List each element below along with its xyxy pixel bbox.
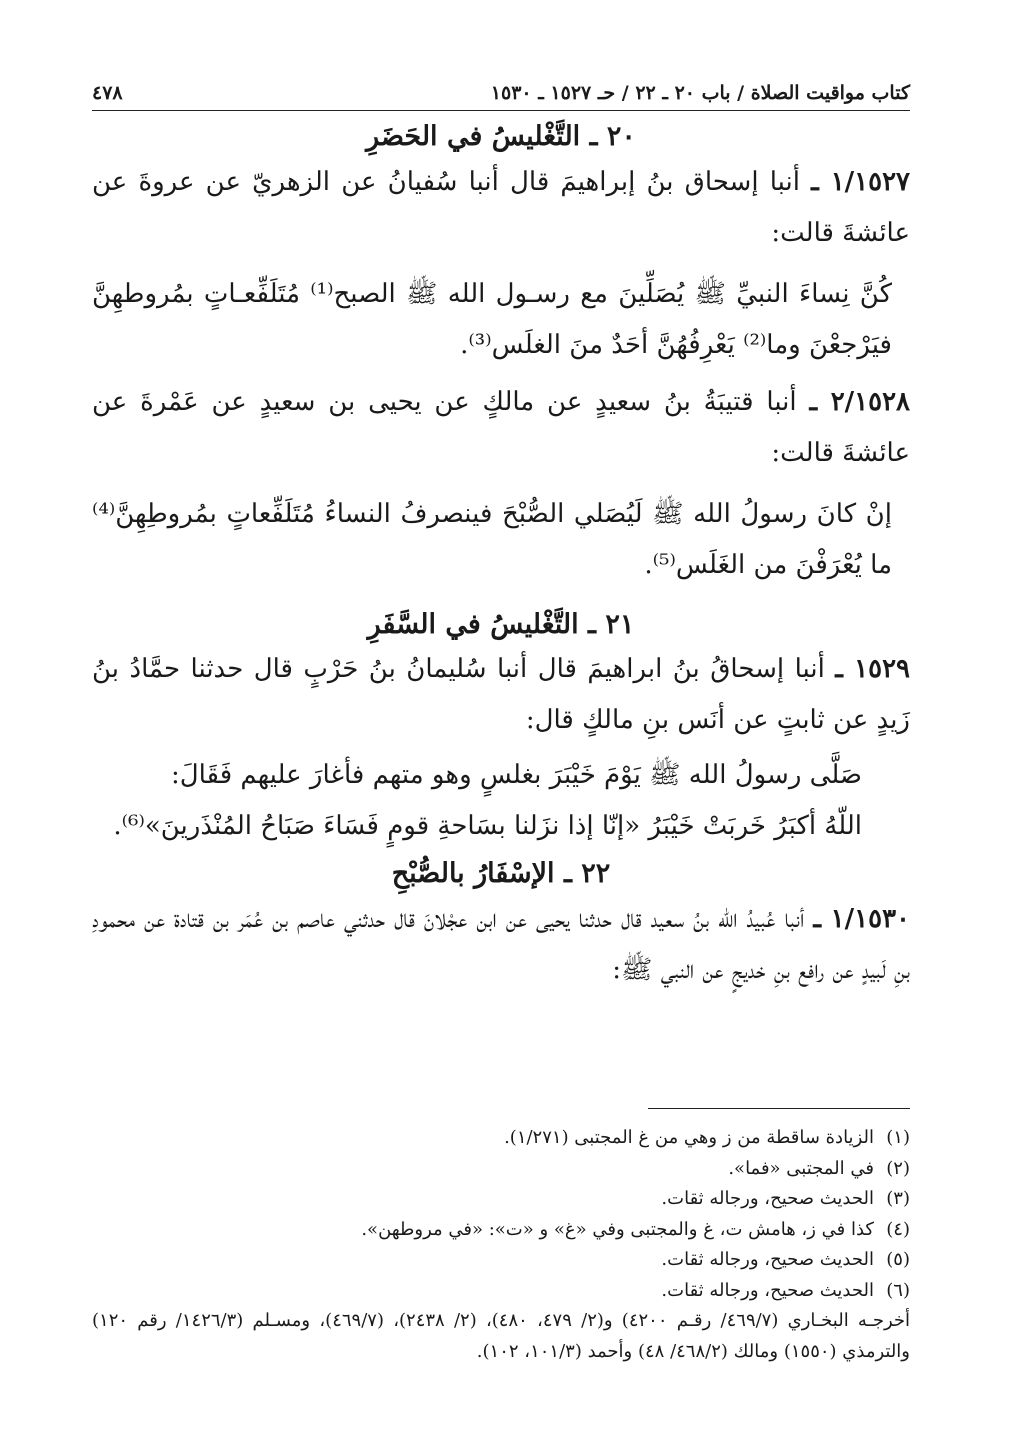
section-title-21: ٢١ ـ التَّغْليسُ في السَّفَرِ xyxy=(367,609,635,641)
section-title-22: ٢٢ ـ الإسْفَارُ بالصُّبْحِ xyxy=(391,857,611,889)
hadith-1529-matn-line-2: اللّهُ أكبَرُ خَربَتْ خَيْبَرُ «إنّا إذا نزَلنا بسَاحةِ قومٍ فَسَاءَ صَبَاحُ المُنْذَرينَ»⁽⁶⁾. xyxy=(113,810,862,841)
hadith-1527 xyxy=(92,157,910,259)
running-head xyxy=(92,82,910,111)
footnote-number: (٦) xyxy=(886,1279,910,1301)
footnote-text: الحديث صحيح، ورجاله ثقات. xyxy=(661,1279,874,1301)
footnote-number: (٣) xyxy=(886,1188,910,1209)
hadith-1527-matn: كُنَّ نِساءَ النبيِّ ﷺ يُصَلِّينَ مع رسـول الله ﷺ الصبح⁽¹⁾ مُتَلَفِّعـاتٍ بمُروطهِنَّ فيَرْجعْنَ وما⁽²⁾ يَعْرِفُهُنَّ أحَدٌ منَ الغلَس⁽³⁾. xyxy=(92,279,892,361)
hadith-number: ١/١٥٢٧ ـ xyxy=(811,167,911,198)
hadith-number: ١٥٢٩ ـ xyxy=(835,653,911,684)
hadith-isnad: أنبا إسحاقُ بنُ ابراهيمَ قال أنبا سُليمانُ بنُ حَرْبٍ قال حدثنا حمَّادُ بنُ زَيدٍ عن ثابتٍ عن أنَس بنِ مالكٍ قال: xyxy=(92,653,910,735)
hadith-1529-matn-line-1: صَلَّى رسولُ الله ﷺ يَوْمَ خَيْبَرَ بغلسٍ وهو متهم فأغارَ عليهم فَقَالَ: xyxy=(170,759,862,790)
hadith-isnad: أنبا قتيبَةُ بنُ سعيدٍ عن مالكٍ عن يحيى بن سعيدٍ عن عَمْرةَ عن عائشةَ قالت: xyxy=(92,387,910,469)
footnote-3 xyxy=(92,1184,910,1215)
footnote-6-continuation: أخرجـه البخـاري (٤٦٩/٧/ رقـم ٤٢٠٠) و(٢/ ٤٧٩، ٤٨٠)، (٢/ ٢٤٣٨)، (٤٦٩/٧)، ومسـلم (١٤٢٦/٣/ رقم ١٢٠) والترمذي (١٥٥٠) ومالك (٤٦٨/٢/ ٤٨) وأحمد (١٠١/٣، ١٠٢). xyxy=(92,1310,911,1362)
footnotes xyxy=(92,1108,910,1367)
hadith-isnad: أنبا إسحاق بنُ إبراهيمَ قال أنبا سُفيانُ عن الزهريّ عن عروةَ عن عائشةَ قالت: xyxy=(92,167,910,249)
footnote-number: (٤) xyxy=(886,1218,910,1240)
footnote-number: (٢) xyxy=(886,1157,910,1179)
hadith-isnad: أنبا عُبيدُ الله بنُ سعيد قال حدثنا يحيى عن ابن عجْلانَ قال حدثني عاصم بن عُمَر بن قتادة عن محمودِ بنِ لَبيدٍ عن رافع بنِ خديجٍ عن النبي ﷺ: xyxy=(92,904,910,986)
footnote-text: الحديث صحيح، ورجاله ثقات. xyxy=(661,1188,874,1209)
footnote-text: في المجتبى «فما». xyxy=(728,1157,874,1179)
footnote-text: الحديث صحيح، ورجاله ثقات. xyxy=(661,1249,874,1270)
hadith-1528 xyxy=(92,377,910,479)
footnote-divider xyxy=(648,1108,910,1109)
hadith-1529 xyxy=(92,644,910,746)
page-body xyxy=(92,82,910,996)
page-number: ٤٧٨ xyxy=(92,82,123,104)
footnote-text: الزيادة ساقطة من ز وهي من غ المجتبى (١/٢٧١). xyxy=(504,1127,874,1148)
footnote-number: (١) xyxy=(886,1127,910,1148)
section-title-20: ٢٠ ـ التَّغْليسُ في الحَضَرِ xyxy=(366,121,636,152)
footnote-text: كذا في ز، هامش ت، غ والمجتبى وفي «غ» و «ت»: «في مروطهن». xyxy=(361,1218,874,1240)
footnote-5 xyxy=(92,1245,910,1276)
footnote-1 xyxy=(92,1123,910,1154)
footnote-number: (٥) xyxy=(886,1249,910,1270)
footnote-2 xyxy=(92,1154,910,1185)
hadith-number: ٢/١٥٢٨ ـ xyxy=(809,387,911,418)
footnote-4 xyxy=(92,1215,910,1246)
hadith-1530 xyxy=(92,894,910,996)
hadith-1528-matn: إنْ كانَ رسولُ الله ﷺ لَيُصَلي الصُّبْحَ فينصرفُ النساءُ مُتَلَفِّعاتٍ بمُروطِهِنَّ⁽⁴⁾ ما يُعْرَفْنَ من الغَلَس⁽⁵⁾. xyxy=(92,499,892,581)
hadith-number: ١/١٥٣٠ ـ xyxy=(813,904,910,935)
footnote-6 xyxy=(92,1276,910,1307)
running-title: كتاب مواقيت الصلاة / باب ٢٠ ـ ٢٢ / حـ ١٥٢٧ ـ ١٥٣٠ xyxy=(490,82,910,104)
